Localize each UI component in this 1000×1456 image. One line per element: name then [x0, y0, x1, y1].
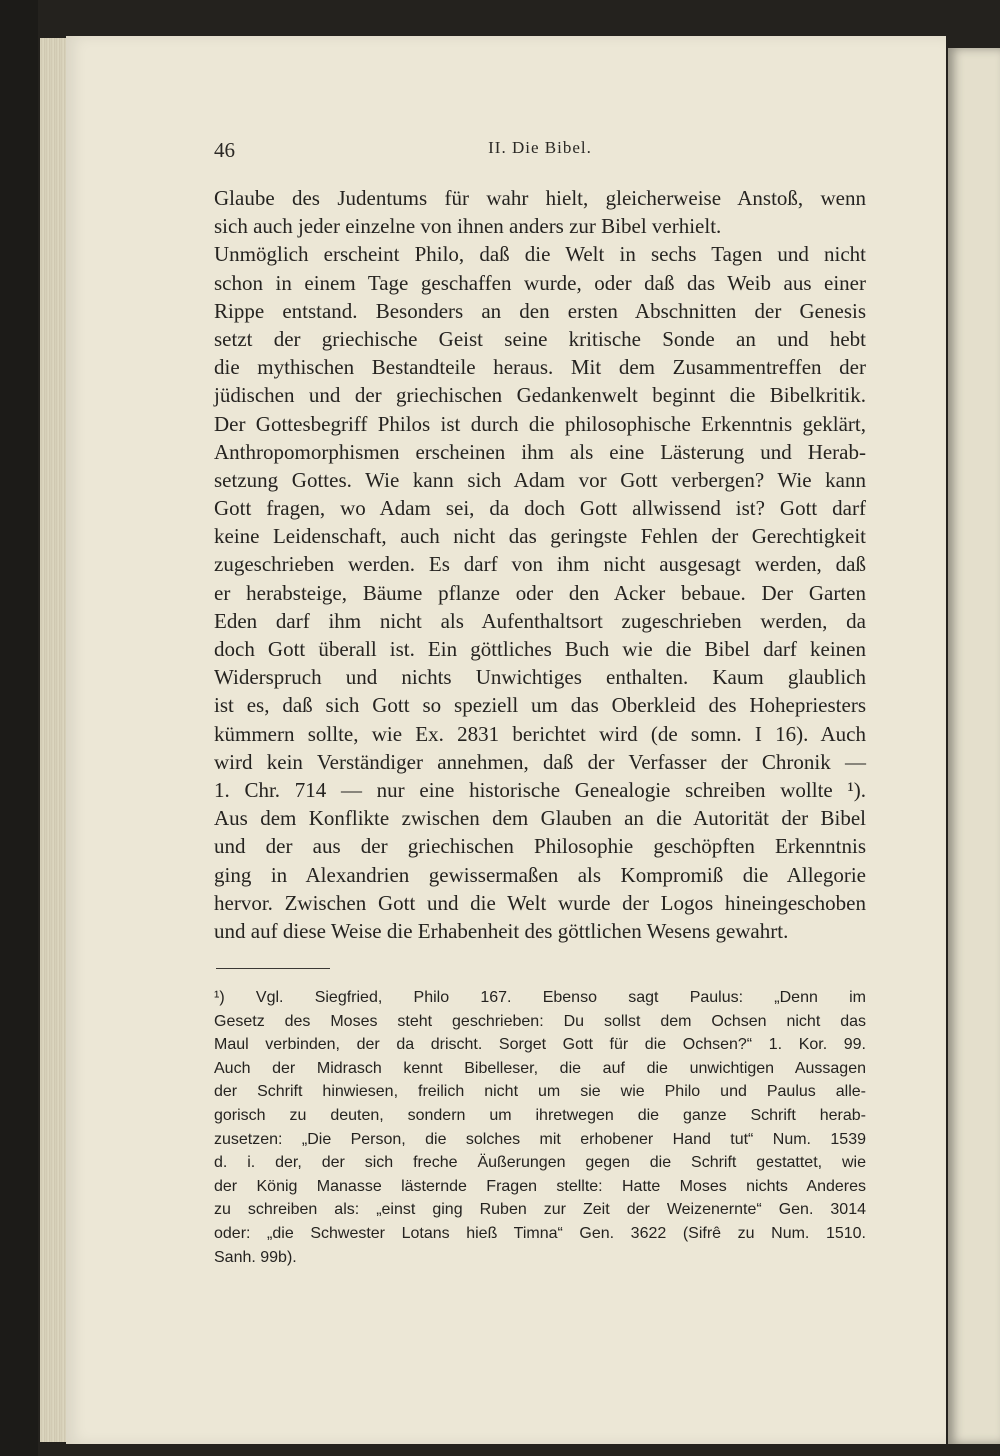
- footnote-line: gorisch zu deuten, sondern um ihretwegen die ganze Schrift herab-: [214, 1106, 866, 1124]
- text-line: Eden darf ihm nicht als Aufenthaltsort zugeschrieben werden, da: [214, 608, 866, 633]
- text-line: kümmern sollte, wie Ex. 2831 berichtet wird (de somn. I 16). Auch: [214, 721, 866, 746]
- text-line: hervor. Zwischen Gott und die Welt wurde der Logos hineingeschoben: [214, 890, 866, 915]
- footnote-line: ¹) Vgl. Siegfried, Philo 167. Ebenso sagt Paulus: „Denn im: [214, 989, 866, 1006]
- text-line: Glaube des Judentums für wahr hielt, gleicherweise Anstoß, wenn: [214, 186, 866, 210]
- text-line: Widerspruch und nichts Unwichtiges enthalten. Kaum glaublich: [214, 665, 866, 690]
- footnote-line: Auch der Midrasch kennt Bibelleser, die auf die unwichtigen Aussagen: [214, 1059, 866, 1077]
- text-line: 1. Chr. 714 — nur eine historische Genealogie schreiben wollte ¹).: [214, 777, 866, 802]
- footnote-line: oder: „die Schwester Lotans hieß Timna“ Gen. 3622 (Sifrê zu Num. 1510.: [214, 1224, 866, 1242]
- footnote-line: zusetzen: „Die Person, die solches mit erhobener Hand tut“ Num. 1539: [214, 1130, 866, 1148]
- footnote-line: der Schrift hinwiesen, freilich nicht um sie wie Philo und Paulus alle-: [214, 1083, 866, 1101]
- text-line: doch Gott überall ist. Ein göttliches Buch wie die Bibel darf keinen: [214, 637, 866, 661]
- text-line: jüdischen und der griechischen Gedankenwelt beginnt die Bibelkritik.: [214, 383, 866, 408]
- page-number: 46: [214, 138, 235, 162]
- footnote-line: Gesetz des Moses steht geschrieben: Du sollst dem Ochsen nicht das: [214, 1012, 866, 1030]
- text-line: schon in einem Tage geschaffen wurde, oder daß das Weib aus einer: [214, 270, 866, 295]
- text-line: ging in Alexandrien gewissermaßen als Kompromiß die Allegorie: [214, 862, 866, 887]
- footnote-line: Maul verbinden, der da drischt. Sorget Gott für die Ochsen?“ 1. Kor. 99.: [214, 1036, 866, 1054]
- text-line: die mythischen Bestandteile heraus. Mit dem Zusammentreffen der: [214, 355, 866, 380]
- page-edges: [40, 38, 68, 1442]
- running-title: II. Die Bibel.: [488, 138, 592, 157]
- text-line: setzt der griechische Geist seine kritische Sonde an und hebt: [214, 326, 866, 351]
- text-line: Aus dem Konflikte zwischen dem Glauben an die Autorität der Bibel: [214, 806, 866, 831]
- text-line: und auf diese Weise die Erhabenheit des göttlichen Wesens gewahrt.: [214, 918, 789, 943]
- text-line: Der Gottesbegriff Philos ist durch die philosophische Erkenntnis geklärt,: [214, 411, 866, 436]
- text-line: sich auch jeder einzelne von ihnen anders zur Bibel verhielt.: [214, 214, 722, 239]
- book-spine: [0, 0, 38, 1456]
- page-header: [214, 138, 866, 168]
- text-line: wird kein Verständiger annehmen, daß der Verfasser der Chronik —: [214, 749, 866, 774]
- footnotes: [214, 986, 866, 1269]
- text-line: ist es, daß sich Gott so speziell um das Oberkleid des Hohepriesters: [214, 693, 866, 718]
- body-text: [214, 184, 866, 945]
- text-line: er herabsteige, Bäume pflanze oder den Acker bebaue. Der Garten: [214, 580, 866, 605]
- footnote-separator: [216, 968, 330, 969]
- footnote-line: zu schreiben als: „einst ging Ruben zur Zeit der Weizenernte“ Gen. 3014: [214, 1201, 866, 1219]
- footnote-line: Sanh. 99b).: [214, 1248, 297, 1266]
- text-line: setzung Gottes. Wie kann sich Adam vor Gott verbergen? Wie kann: [214, 467, 866, 492]
- footnote-line: der König Manasse lästernde Fragen stellte: Hatte Moses nichts Anderes: [214, 1177, 866, 1195]
- text-line: Rippe entstand. Besonders an den ersten Abschnitten der Genesis: [214, 298, 866, 323]
- text-line: zugeschrieben werden. Es darf von ihm nicht ausgesagt werden, daß: [214, 552, 866, 577]
- text-line: Unmöglich erscheint Philo, daß die Welt in sechs Tagen und nicht: [214, 242, 866, 267]
- text-line: Gott fragen, wo Adam sei, da doch Gott allwissend ist? Gott darf: [214, 496, 866, 521]
- text-line: keine Leidenschaft, auch nicht das geringste Fehlen der Gerechtigkeit: [214, 524, 866, 549]
- text-line: Anthropomorphismen erscheinen ihm als eine Lästerung und Herab-: [214, 439, 866, 464]
- facing-page-edge: [948, 48, 1000, 1444]
- text-line: und der aus der griechischen Philosophie geschöpften Erkenntnis: [214, 834, 866, 859]
- footnote-line: d. i. der, der sich freche Äußerungen gegen die Schrift gestattet, wie: [214, 1154, 866, 1172]
